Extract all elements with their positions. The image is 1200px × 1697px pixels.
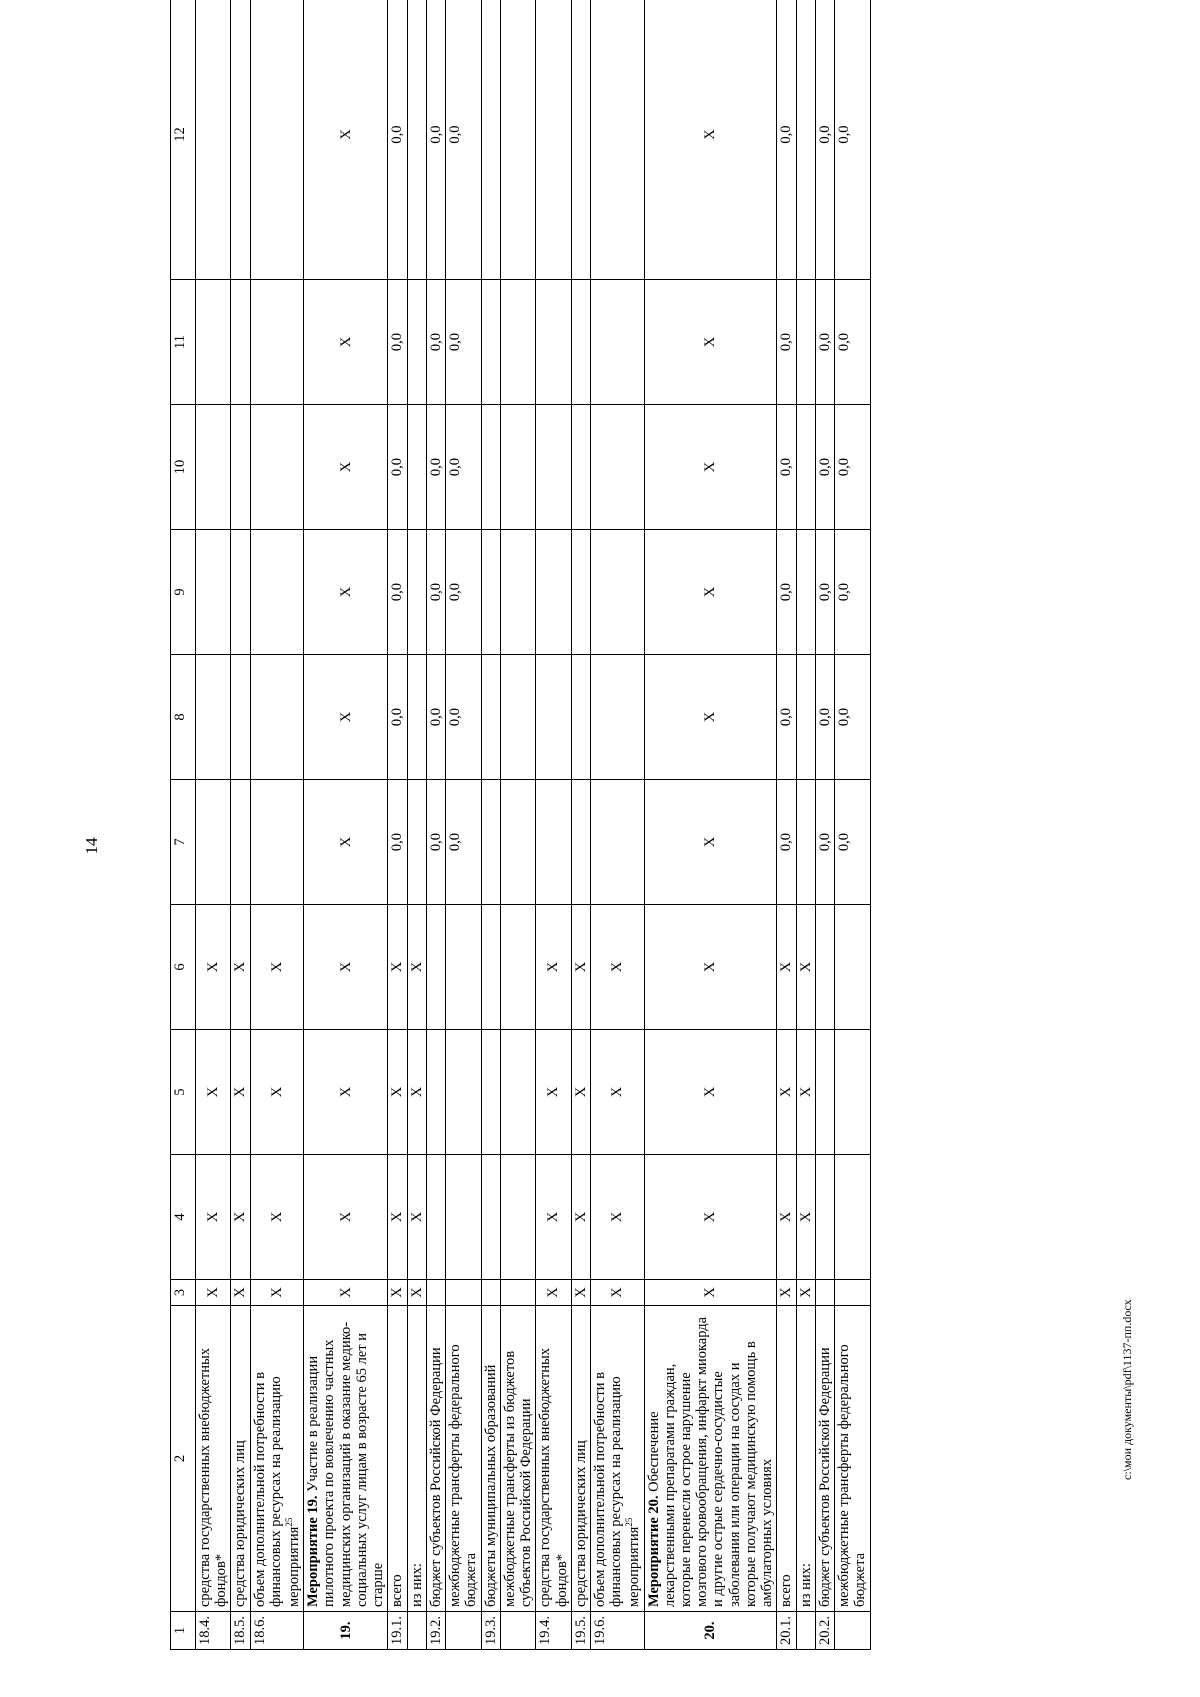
value-cell-col-5: X (536, 1030, 571, 1155)
value-cell-col-4: X (388, 1155, 407, 1280)
value-cell-col-5 (426, 1030, 445, 1155)
value-cell-col-10: 0,0 (815, 405, 834, 530)
row-number-cell: 19.4. (536, 1612, 571, 1650)
value-cell-col-12: 0,0 (388, 0, 407, 280)
value-cell-col-6: X (304, 905, 388, 1030)
value-cell-col-11 (536, 280, 571, 405)
value-cell-col-12 (571, 0, 590, 280)
value-cell-col-10: 0,0 (446, 405, 481, 530)
value-cell-col-12 (250, 0, 304, 280)
value-cell-col-8: 0,0 (426, 655, 445, 780)
value-cell-col-9 (536, 530, 571, 655)
value-cell-col-11 (571, 280, 590, 405)
value-cell-col-7: 0,0 (777, 780, 796, 905)
row-number-cell: 19. (304, 1612, 388, 1650)
value-cell-col-11: 0,0 (446, 280, 481, 405)
table-row (644, 0, 777, 1650)
value-cell-col-5: X (231, 1030, 250, 1155)
value-cell-col-9: X (644, 530, 777, 655)
value-cell-col-12: X (644, 0, 777, 280)
value-cell-col-11: 0,0 (835, 280, 870, 405)
value-cell-col-10 (500, 405, 535, 530)
header-cell-7: 7 (171, 780, 196, 905)
value-cell-col-9 (796, 530, 815, 655)
value-cell-col-3 (500, 1280, 535, 1306)
value-cell-col-7 (536, 780, 571, 905)
value-cell-col-10: X (304, 405, 388, 530)
table-row (426, 0, 445, 1650)
value-cell-col-10 (796, 405, 815, 530)
footnote-ref: 25 (624, 1517, 635, 1527)
row-number-cell (500, 1612, 535, 1650)
value-cell-col-11: 0,0 (426, 280, 445, 405)
header-cell-4: 4 (171, 1155, 196, 1280)
value-cell-col-10: 0,0 (835, 405, 870, 530)
value-cell-col-11 (500, 280, 535, 405)
value-cell-col-7 (231, 780, 250, 905)
row-description-cell: средства юридических лиц (571, 1306, 590, 1612)
table-row (304, 0, 388, 1650)
value-cell-col-8: 0,0 (388, 655, 407, 780)
value-cell-col-4 (835, 1155, 870, 1280)
value-cell-col-5 (446, 1030, 481, 1155)
value-cell-col-7 (500, 780, 535, 905)
value-cell-col-6 (481, 905, 500, 1030)
row-description-cell (590, 1306, 644, 1612)
value-cell-col-10 (590, 405, 644, 530)
table-row (500, 0, 535, 1650)
value-cell-col-4 (500, 1155, 535, 1280)
row-description-cell (250, 1306, 304, 1612)
value-cell-col-11 (231, 280, 250, 405)
measure-description: Участие в реализации пилотного проекта по вовлечению частных медицинских организаций в оказание медико-социальных услуг лицам в возрасте 65 лет и старше (305, 1321, 387, 1607)
row-number-cell (796, 1612, 815, 1650)
value-cell-col-12: 0,0 (446, 0, 481, 280)
value-cell-col-5: X (196, 1030, 231, 1155)
value-cell-col-7: X (304, 780, 388, 905)
value-cell-col-3: X (777, 1280, 796, 1306)
value-cell-col-10: X (644, 405, 777, 530)
value-cell-col-5: X (407, 1030, 426, 1155)
value-cell-col-10 (481, 405, 500, 530)
value-cell-col-11 (196, 280, 231, 405)
value-cell-col-10: 0,0 (388, 405, 407, 530)
header-row (171, 0, 196, 1650)
value-cell-col-12 (590, 0, 644, 280)
value-cell-col-3 (446, 1280, 481, 1306)
value-cell-col-8 (481, 655, 500, 780)
row-description-cell: бюджет субъектов Российской Федерации (815, 1306, 834, 1612)
measure-title: Мероприятие 20. (645, 1495, 662, 1607)
value-cell-col-8: X (304, 655, 388, 780)
row-description-cell: всего (777, 1306, 796, 1612)
value-cell-col-9: 0,0 (388, 530, 407, 655)
value-cell-col-5 (835, 1030, 870, 1155)
value-cell-col-11: X (644, 280, 777, 405)
table-row (407, 0, 426, 1650)
row-number-cell: 18.6. (250, 1612, 304, 1650)
footnote-ref: 25 (284, 1517, 295, 1527)
value-cell-col-4: X (536, 1155, 571, 1280)
value-cell-col-12 (500, 0, 535, 280)
value-cell-col-5: X (571, 1030, 590, 1155)
value-cell-col-12 (796, 0, 815, 280)
value-cell-col-3 (426, 1280, 445, 1306)
row-description-cell (644, 1306, 777, 1612)
value-cell-col-4: X (571, 1155, 590, 1280)
value-cell-col-11 (796, 280, 815, 405)
measure-description: Обеспечение лекарственными препаратами граждан, которые перенесли острое нарушение мозгового кровообращения, инфаркт миокарда и другие острые сердечно-сосудистые заболевания или операции на сосудах и которые получают медицинскую помощь в амбулаторных условиях (645, 1316, 776, 1607)
row-description-cell: межбюджетные трансферты федерального бюджета (835, 1306, 870, 1612)
value-cell-col-9 (500, 530, 535, 655)
value-cell-col-6: X (407, 905, 426, 1030)
value-cell-col-6 (500, 905, 535, 1030)
header-cell-2: 2 (171, 1306, 196, 1612)
value-cell-col-8 (796, 655, 815, 780)
value-cell-col-11 (407, 280, 426, 405)
table-row (388, 0, 407, 1650)
value-cell-col-9: 0,0 (777, 530, 796, 655)
row-description-cell: из них: (407, 1306, 426, 1612)
value-cell-col-8 (196, 655, 231, 780)
value-cell-col-8 (536, 655, 571, 780)
page-number: 14 (82, 837, 101, 855)
value-cell-col-7 (407, 780, 426, 905)
value-cell-col-9 (481, 530, 500, 655)
value-cell-col-9 (250, 530, 304, 655)
value-cell-col-7 (250, 780, 304, 905)
value-cell-col-6: X (250, 905, 304, 1030)
value-cell-col-9: 0,0 (815, 530, 834, 655)
value-cell-col-3: X (536, 1280, 571, 1306)
value-cell-col-3: X (231, 1280, 250, 1306)
value-cell-col-4 (446, 1155, 481, 1280)
value-cell-col-3: X (571, 1280, 590, 1306)
table-row (590, 0, 644, 1650)
header-cell-3: 3 (171, 1280, 196, 1306)
value-cell-col-7: 0,0 (446, 780, 481, 905)
value-cell-col-9 (571, 530, 590, 655)
value-cell-col-5 (481, 1030, 500, 1155)
value-cell-col-6: X (571, 905, 590, 1030)
table-row (481, 0, 500, 1650)
row-number-cell (407, 1612, 426, 1650)
value-cell-col-5: X (250, 1030, 304, 1155)
table-row (835, 0, 870, 1650)
value-cell-col-7 (196, 780, 231, 905)
table-row (196, 0, 231, 1650)
measure-title: Мероприятие 19. (305, 1495, 322, 1607)
value-cell-col-10 (571, 405, 590, 530)
value-cell-col-12: 0,0 (815, 0, 834, 280)
value-cell-col-8: X (644, 655, 777, 780)
value-cell-col-12 (196, 0, 231, 280)
value-cell-col-9 (590, 530, 644, 655)
value-cell-col-5 (815, 1030, 834, 1155)
value-cell-col-10 (196, 405, 231, 530)
value-cell-col-11: 0,0 (777, 280, 796, 405)
row-description-cell: межбюджетные трансферты из бюджетов субъектов Российской Федерации (500, 1306, 535, 1612)
value-cell-col-11: X (304, 280, 388, 405)
value-cell-col-5: X (590, 1030, 644, 1155)
row-number-cell: 20. (644, 1612, 777, 1650)
value-cell-col-10 (250, 405, 304, 530)
value-cell-col-7 (590, 780, 644, 905)
value-cell-col-3 (835, 1280, 870, 1306)
value-cell-col-4: X (250, 1155, 304, 1280)
value-cell-col-3 (815, 1280, 834, 1306)
row-number-cell: 20.2. (815, 1612, 834, 1650)
value-cell-col-9 (231, 530, 250, 655)
table-row (446, 0, 481, 1650)
value-cell-col-6: X (796, 905, 815, 1030)
value-cell-col-5 (500, 1030, 535, 1155)
value-cell-col-6 (835, 905, 870, 1030)
value-cell-col-11 (250, 280, 304, 405)
value-cell-col-5: X (777, 1030, 796, 1155)
value-cell-col-7: 0,0 (388, 780, 407, 905)
header-cell-6: 6 (171, 905, 196, 1030)
value-cell-col-4 (481, 1155, 500, 1280)
value-cell-col-3: X (644, 1280, 777, 1306)
value-cell-col-6: X (644, 905, 777, 1030)
value-cell-col-4: X (231, 1155, 250, 1280)
value-cell-col-7: 0,0 (815, 780, 834, 905)
table-row (536, 0, 571, 1650)
value-cell-col-4: X (407, 1155, 426, 1280)
value-cell-col-4: X (796, 1155, 815, 1280)
row-description-cell: бюджеты муниципальных образований (481, 1306, 500, 1612)
value-cell-col-10 (231, 405, 250, 530)
value-cell-col-5: X (796, 1030, 815, 1155)
row-description-cell: бюджет субъектов Российской Федерации (426, 1306, 445, 1612)
header-cell-8: 8 (171, 655, 196, 780)
row-description-cell: из них: (796, 1306, 815, 1612)
value-cell-col-3: X (388, 1280, 407, 1306)
header-cell-9: 9 (171, 530, 196, 655)
value-cell-col-6 (426, 905, 445, 1030)
row-number-cell (446, 1612, 481, 1650)
row-number-cell: 19.5. (571, 1612, 590, 1650)
value-cell-col-4 (815, 1155, 834, 1280)
value-cell-col-7 (796, 780, 815, 905)
header-cell-5: 5 (171, 1030, 196, 1155)
table-row (250, 0, 304, 1650)
value-cell-col-10 (536, 405, 571, 530)
row-number-cell: 18.4. (196, 1612, 231, 1650)
value-cell-col-8: 0,0 (815, 655, 834, 780)
row-number-cell (835, 1612, 870, 1650)
value-cell-col-5: X (304, 1030, 388, 1155)
value-cell-col-10 (407, 405, 426, 530)
value-cell-col-6 (446, 905, 481, 1030)
row-number-cell: 19.3. (481, 1612, 500, 1650)
value-cell-col-3: X (304, 1280, 388, 1306)
funding-table (170, 0, 871, 1650)
value-cell-col-7: 0,0 (426, 780, 445, 905)
row-number-cell: 19.2. (426, 1612, 445, 1650)
value-cell-col-10: 0,0 (426, 405, 445, 530)
value-cell-col-8 (500, 655, 535, 780)
value-cell-col-12 (231, 0, 250, 280)
value-cell-col-4: X (777, 1155, 796, 1280)
value-cell-col-12 (536, 0, 571, 280)
value-cell-col-6: X (590, 905, 644, 1030)
value-cell-col-4: X (196, 1155, 231, 1280)
footer-file-path: c:\мои документы\pdf\1137-пп.docx (1120, 1299, 1134, 1480)
value-cell-col-9: 0,0 (426, 530, 445, 655)
rotated-table-wrapper (170, 50, 1080, 1650)
row-description-cell (304, 1306, 388, 1612)
value-cell-col-3: X (407, 1280, 426, 1306)
value-cell-col-7 (481, 780, 500, 905)
row-number-cell: 20.1. (777, 1612, 796, 1650)
table-row (571, 0, 590, 1650)
row-description-cell: средства государственных внебюджетных фондов* (536, 1306, 571, 1612)
value-cell-col-10: 0,0 (777, 405, 796, 530)
value-cell-col-7: 0,0 (835, 780, 870, 905)
value-cell-col-8 (250, 655, 304, 780)
value-cell-col-8: 0,0 (446, 655, 481, 780)
value-cell-col-8 (407, 655, 426, 780)
value-cell-col-12 (481, 0, 500, 280)
value-cell-col-12: X (304, 0, 388, 280)
value-cell-col-6: X (536, 905, 571, 1030)
value-cell-col-5: X (644, 1030, 777, 1155)
row-description-cell: всего (388, 1306, 407, 1612)
row-text: объем дополнительной потребности в финансовых ресурсах на реализацию мероприятия (251, 1372, 302, 1607)
value-cell-col-6 (815, 905, 834, 1030)
value-cell-col-8: 0,0 (777, 655, 796, 780)
value-cell-col-9 (196, 530, 231, 655)
value-cell-col-3: X (590, 1280, 644, 1306)
row-text: объем дополнительной потребности в финансовых ресурсах на реализацию мероприятия (591, 1372, 643, 1607)
header-cell-10: 10 (171, 405, 196, 530)
value-cell-col-12: 0,0 (835, 0, 870, 280)
table-row (815, 0, 834, 1650)
value-cell-col-7: X (644, 780, 777, 905)
table-row (777, 0, 796, 1650)
value-cell-col-12: 0,0 (777, 0, 796, 280)
value-cell-col-6: X (777, 905, 796, 1030)
value-cell-col-11 (481, 280, 500, 405)
value-cell-col-12: 0,0 (426, 0, 445, 280)
value-cell-col-9 (407, 530, 426, 655)
row-description-cell: средства юридических лиц (231, 1306, 250, 1612)
value-cell-col-4: X (590, 1155, 644, 1280)
value-cell-col-7 (571, 780, 590, 905)
value-cell-col-4: X (304, 1155, 388, 1280)
row-number-cell: 18.5. (231, 1612, 250, 1650)
value-cell-col-9: 0,0 (835, 530, 870, 655)
table-row (796, 0, 815, 1650)
value-cell-col-8: 0,0 (835, 655, 870, 780)
value-cell-col-4 (426, 1155, 445, 1280)
row-number-cell: 19.1. (388, 1612, 407, 1650)
value-cell-col-11 (590, 280, 644, 405)
value-cell-col-9: X (304, 530, 388, 655)
table-row (231, 0, 250, 1650)
header-cell-1: 1 (171, 1612, 196, 1650)
value-cell-col-12 (407, 0, 426, 280)
row-description-cell: средства государственных внебюджетных фондов* (196, 1306, 231, 1612)
header-cell-11: 11 (171, 280, 196, 405)
value-cell-col-8 (231, 655, 250, 780)
value-cell-col-4: X (644, 1155, 777, 1280)
value-cell-col-3: X (796, 1280, 815, 1306)
row-number-cell: 19.6. (590, 1612, 644, 1650)
value-cell-col-3: X (250, 1280, 304, 1306)
value-cell-col-8 (590, 655, 644, 780)
value-cell-col-6: X (231, 905, 250, 1030)
value-cell-col-6: X (388, 905, 407, 1030)
value-cell-col-8 (571, 655, 590, 780)
value-cell-col-3: X (196, 1280, 231, 1306)
value-cell-col-9: 0,0 (446, 530, 481, 655)
value-cell-col-11: 0,0 (388, 280, 407, 405)
value-cell-col-11: 0,0 (815, 280, 834, 405)
value-cell-col-6: X (196, 905, 231, 1030)
header-cell-12: 12 (171, 0, 196, 280)
row-description-cell: межбюджетные трансферты федерального бюджета (446, 1306, 481, 1612)
value-cell-col-5: X (388, 1030, 407, 1155)
value-cell-col-3 (481, 1280, 500, 1306)
